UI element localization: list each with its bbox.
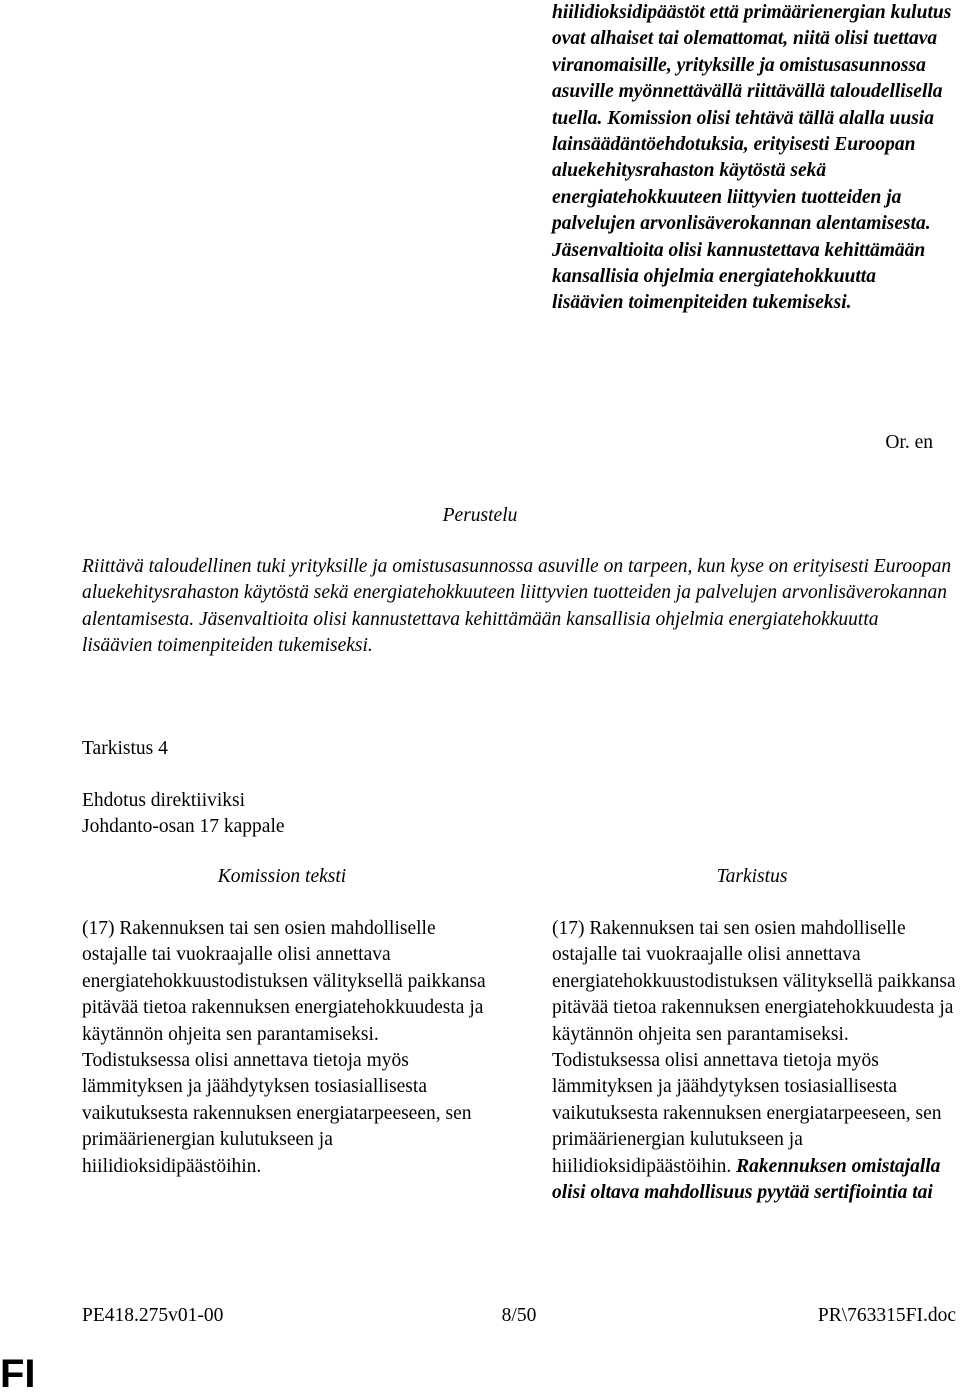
original-language-label: Or. en bbox=[885, 432, 933, 453]
amendment-base-text: (17) Rakennuksen tai sen osien mahdolliselle ostajalle tai vuokraajalle olisi annettava energiatehokkuustodistuksen välityksellä paikkansa pitävää tietoa rakennuksen energiatehokkuudesta ja käytännön ohjeita sen parantamiseksi. Todistuksessa olisi annettava tietoja myös lämmityksen ja jäähdytyksen tosiasiallisesta vaikutuksesta rakennuksen energiatarpeeseen, sen primäärienergian kulutukseen ja hiilidioksidipäästöihin. bbox=[552, 918, 956, 1177]
amendment-heading: Tarkistus bbox=[716, 866, 788, 887]
footer-file-ref: PR\763315FI.doc bbox=[817, 1305, 956, 1326]
recital-line: Johdanto-osan 17 kappale bbox=[82, 816, 285, 838]
justification-heading: Perustelu bbox=[442, 505, 518, 526]
page-footer bbox=[82, 1305, 956, 1331]
footer-page-number: 8/50 bbox=[501, 1305, 537, 1326]
amendment-text-column bbox=[552, 916, 956, 1206]
amendment-number: Tarkistus 4 bbox=[82, 738, 168, 759]
continued-amendment-text: hiilidioksidipäästöt että primäärienergian kulutus ovat alhaiset tai olemattomat, niitä olisi tuettava viranomaisille, yrityksille ja omistusasunnossa asuville myönnettävällä riittävällä taloudellisella tuella. Komission olisi tehtävä tällä alalla uusia lainsäädäntöehdotuksia, erityisesti Euroopan aluekehitysrahaston käytöstä sekä energiatehokkuuteen liittyvien tuotteiden ja palvelujen arvonlisäverokannan alentamisesta. Jäsenvaltioita olisi kannustettava kehittämään kansallisia ohjelmia energiatehokkuutta lisäävien toimenpiteiden tukemiseksi. bbox=[552, 2, 952, 314]
justification-body: Riittävä taloudellinen tuki yrityksille ja omistusasunnossa asuville on tarpeen, kun kyse on erityisesti Euroopan aluekehitysrahaston käytöstä sekä energiatehokkuuteen liittyvien tuotteiden ja palvelujen arvonlisäverokannan alentamisesta. Jäsenvaltioita olisi kannustettava kehittämään kansallisia ohjelmia energiatehokkuutta lisäävien toimenpiteiden tukemiseksi. bbox=[82, 556, 952, 657]
proposal-line: Ehdotus direktiiviksi bbox=[82, 790, 246, 811]
commission-text-column: (17) Rakennuksen tai sen osien mahdolliselle ostajalle tai vuokraajalle olisi annettava energiatehokkuustodistuksen välityksellä paikkansa pitävää tietoa rakennuksen energiatehokkuudesta ja käytännön ohjeita sen parantamiseksi. Todistuksessa olisi annettava tietoja myös lämmityksen ja jäähdytyksen tosiasiallisesta vaikutuksesta rakennuksen energiatarpeeseen, sen primäärienergian kulutukseen ja hiilidioksidipäästöihin. bbox=[82, 918, 486, 1177]
commission-text-heading: Komission teksti bbox=[217, 866, 347, 887]
amendment-added-text: Rakennuksen omistajalla olisi oltava mahdollisuus pyytää sertifiointia tai bbox=[552, 1155, 941, 1204]
language-code: FI bbox=[0, 1352, 36, 1396]
footer-doc-ref: PE418.275v01-00 bbox=[82, 1305, 224, 1326]
proposal-reference bbox=[82, 788, 285, 841]
